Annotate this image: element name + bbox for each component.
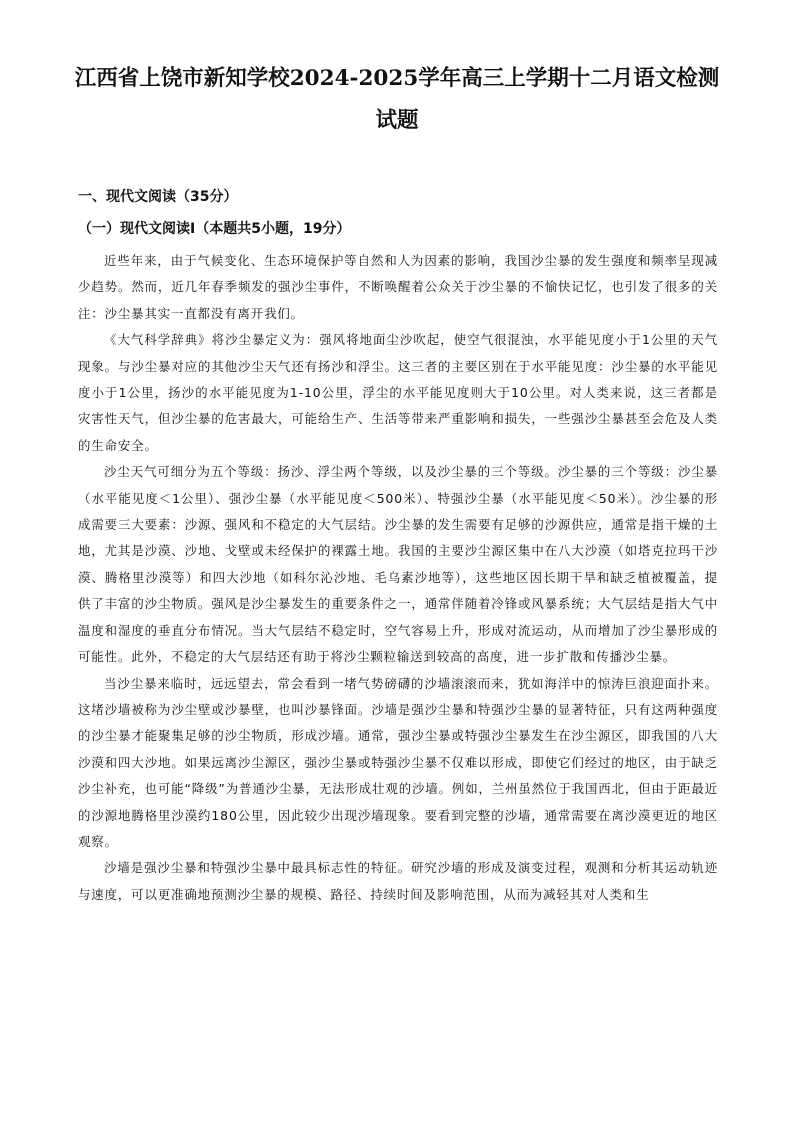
- paragraph-4: 当沙尘暴来临时，远远望去，常会看到一堵气势磅礴的沙墙滚滚而来，犹如海洋中的惊涛巨浪迎面扑来。这堵沙墙被称为沙尘壁或沙暴壁，也叫沙暴锋面。沙墙是强沙尘暴和特强沙尘暴的显著特征，只有这两种强度的沙尘暴才能聚集足够的沙尘物质，形成沙墙。通常，强沙尘暴或特强沙尘暴发生在沙尘源区，即我国的八大沙漠和四大沙地。如果远离沙尘源区，强沙尘暴或特强沙尘暴不仅难以形成，即使它们经过的地区，由于缺乏沙尘补充，也可能“降级”为普通沙尘暴，无法形成壮观的沙墙。例如，兰州虽然位于我国西北，但由于距最近的沙源地腾格里沙漠约180公里，因此较少出现沙墙现象。要看到完整的沙墙，通常需要在离沙漠更近的地区观察。: [78, 675, 718, 849]
- paragraph-5: 沙墙是强沙尘暴和特强沙尘暴中最具标志性的特征。研究沙墙的形成及演变过程，观测和分析其运动轨迹与速度，可以更准确地预测沙尘暴的规模、路径、持续时间及影响范围，从而为减轻其对人类和生: [78, 860, 718, 902]
- paragraph-2: 《大气科学辞典》将沙尘暴定义为：强风将地面尘沙吹起，使空气很混浊，水平能见度小于1公里的天气现象。与沙尘暴对应的其他沙尘天气还有扬沙和浮尘。这三者的主要区别在于水平能见度：沙尘暴的水平能见度小于1公里，扬沙的水平能见度为1-10公里，浮尘的水平能见度则大于10公里。对人类来说，这三者都是灾害性天气，但沙尘暴的危害最大，可能给生产、生活等带来严重影响和损失，一些强沙尘暴甚至会危及人类的生命安全。: [78, 332, 718, 453]
- section-heading: 一、现代文阅读（35分）: [78, 189, 238, 205]
- paragraph-1: 近些年来，由于气候变化、生态环境保护等自然和人为因素的影响，我国沙尘暴的发生强度和频率呈现减少趋势。然而，近几年春季频发的强沙尘事件，不断唤醒着公众关于沙尘暴的不愉快记忆，也引发了很多的关注：沙尘暴其实一直都没有离开我们。: [78, 253, 718, 321]
- document-title: 江西省上饶市新知学校2024-2025学年高三上学期十二月语文检测试题: [74, 66, 720, 133]
- paragraph-3: 沙尘天气可细分为五个等级：扬沙、浮尘两个等级，以及沙尘暴的三个等级。沙尘暴的三个等级：沙尘暴（水平能见度＜1公里）、强沙尘暴（水平能见度＜500米）、特强沙尘暴（水平能见度＜50米）。沙尘暴的形成需要三大要素：沙源、强风和不稳定的大气层结。沙尘暴的发生需要有足够的沙源供应，通常是指干燥的土地，尤其是沙漠、沙地、戈壁或未经保护的裸露土地。我国的主要沙尘源区集中在八大沙漠（如塔克拉玛干沙漠、腾格里沙漠等）和四大沙地（如科尔沁沙地、毛乌素沙地等），这些地区因长期干旱和缺乏植被覆盖，提供了丰富的沙尘物质。强风是沙尘暴发生的重要条件之一，通常伴随着冷锋或风暴系统；大气层结是指大气中温度和湿度的垂直分布情况。当大气层结不稳定时，空气容易上升，形成对流运动，从而增加了沙尘暴形成的可能性。此外，不稳定的大气层结还有助于将沙尘颗粒输送到较高的高度，进一步扩散和传播沙尘暴。: [78, 464, 718, 665]
- subsection-heading: （一）现代文阅读I（本题共5小题，19分）: [78, 221, 351, 237]
- reading-passage: [78, 248, 718, 908]
